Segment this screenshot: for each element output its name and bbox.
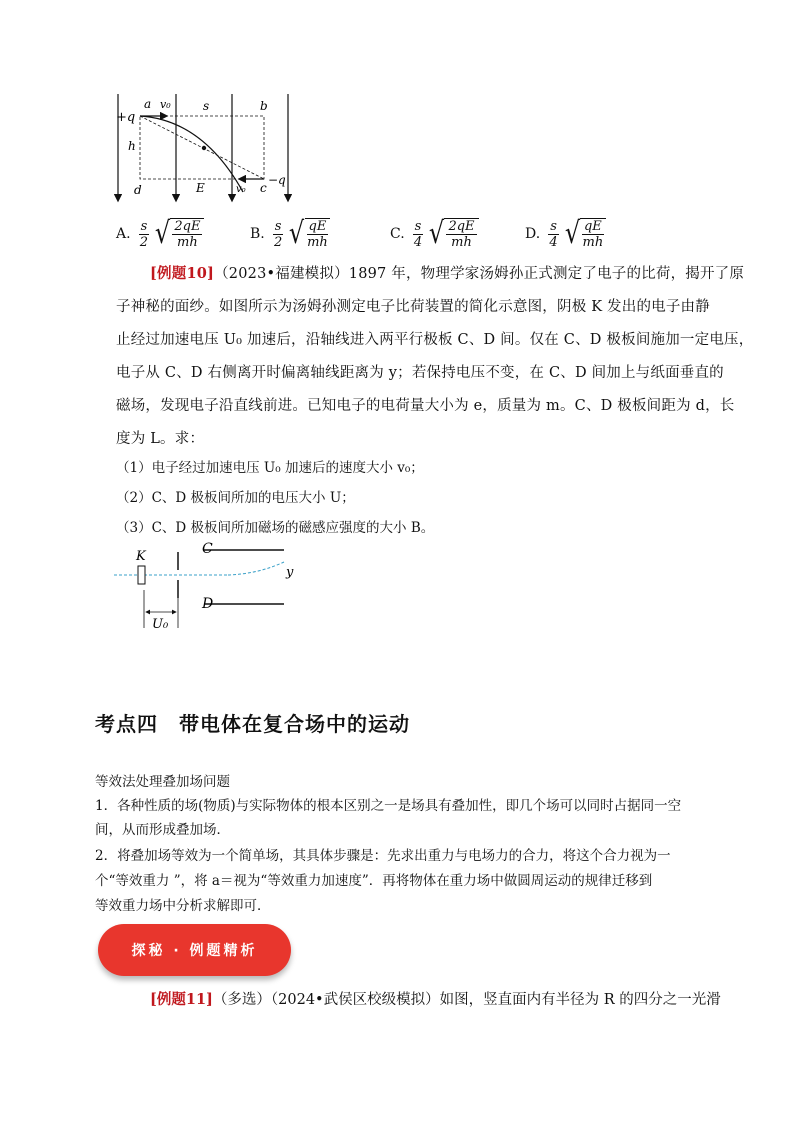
label-y: y <box>286 565 294 580</box>
question-3: （3）C、D 极板间所加磁场的磁感应强度的大小 B。 <box>116 520 435 536</box>
cathode <box>138 566 145 584</box>
label-c: c <box>260 181 267 195</box>
square-root: √ $\frac{2qE}{mh}$ <box>153 218 204 250</box>
example10-line: 度为 L。求： <box>116 431 205 447</box>
section-point1-b: 间，从而形成叠加场． <box>95 822 230 838</box>
trajectory-curve <box>140 116 243 192</box>
label-U0: U₀ <box>152 617 169 632</box>
section-point1-a: 1．各种性质的场(物质)与实际物体的根本区别之一是场具有叠加性，即几个场可以同时占据同一空 <box>95 798 682 814</box>
example10-line: 电子从 C、D 右侧离开时偏离轴线距离为 y；若保持电压不变，在 C、D 间加上与纸面垂直的 <box>116 365 724 381</box>
label-K: K <box>136 549 146 564</box>
label-a: a <box>144 97 152 111</box>
option-label: B. <box>250 226 265 242</box>
label-minus-q: −q <box>268 173 286 187</box>
fraction: $\frac{s}{4}$ <box>549 218 558 250</box>
option-label: C. <box>390 226 405 242</box>
question-2: （2）C、D 极板间所加的电压大小 U； <box>116 490 355 506</box>
section-point2-c: 等效重力场中分析求解即可． <box>95 898 271 914</box>
label-s: s <box>203 99 210 113</box>
label-b: b <box>260 99 268 113</box>
example10-line: [例题10]（2023•福建模拟）1897 年，物理学家汤姆孙正式测定了电子的比荷，揭开了原 <box>150 265 745 282</box>
option-a[interactable] <box>116 218 204 250</box>
option-label: A. <box>116 226 131 242</box>
section-point2-b: 个“等效重力 ”，将 a＝视为“等效重力加速度”．再将物体在重力场中做圆周运动的规律迁移到 <box>95 873 653 889</box>
section-point2-a: 2．将叠加场等效为一个简单场，其具体步骤是：先求出重力与电场力的合力，将这个合力视为一 <box>95 848 671 864</box>
square-root: √ $\frac{2qE}{mh}$ <box>427 218 478 250</box>
example10-text <box>116 257 754 456</box>
option-label: D. <box>525 226 541 242</box>
label-D: D <box>202 596 214 612</box>
square-root: √ $\frac{qE}{mh}$ <box>563 218 606 250</box>
label-plus-q: +q <box>116 110 136 125</box>
label-d: d <box>134 183 142 197</box>
fraction: $\frac{s}{2}$ <box>273 218 283 250</box>
label-v0-top: v₀ <box>160 98 171 111</box>
example-analysis-badge: 探秘 · 例题精析 <box>98 924 291 976</box>
example10-line: 磁场，发现电子沿直线前进。已知电子的电荷量大小为 e，质量为 m。C、D 极板间距为 d，长 <box>116 398 735 414</box>
option-d[interactable] <box>525 218 606 250</box>
example10-line: 子神秘的面纱。如图所示为汤姆孙测定电子比荷装置的简化示意图，阴极 K 发出的电子由静 <box>116 299 710 315</box>
deflection-path <box>228 562 284 575</box>
figure-electric-field <box>108 92 298 207</box>
example11-text: [例题11]（多选）（2024•武侯区校级模拟）如图，竖直面内有半径为 R 的四分之一光滑 <box>150 991 721 1008</box>
question-1: （1）电子经过加速电压 U₀ 加速后的速度大小 v₀； <box>116 460 424 476</box>
label-C: C <box>202 541 213 557</box>
intersection-dot <box>202 146 206 150</box>
square-root: √ $\frac{qE}{mh}$ <box>287 218 330 250</box>
section-intro: 等效法处理叠加场问题 <box>95 774 230 790</box>
option-b[interactable] <box>250 218 330 250</box>
label-h: h <box>128 139 136 153</box>
label-E: E <box>196 181 205 195</box>
fraction: $\frac{s}{4}$ <box>413 218 423 250</box>
label-v0-bottom: v₀ <box>236 184 246 195</box>
option-c[interactable] <box>390 218 479 250</box>
section-title: 考点四 带电体在复合场中的运动 <box>95 712 410 736</box>
example10-tag: [例题10] <box>150 265 215 282</box>
figure-thomson-apparatus <box>108 540 308 632</box>
example10-line: 止经过加速电压 U₀ 加速后，沿轴线进入两平行极板 C、D 间。仅在 C、D 极板间施加一定电压， <box>116 332 754 348</box>
example11-tag: [例题11] <box>150 991 213 1008</box>
fraction: $\frac{s}{2}$ <box>139 218 149 250</box>
